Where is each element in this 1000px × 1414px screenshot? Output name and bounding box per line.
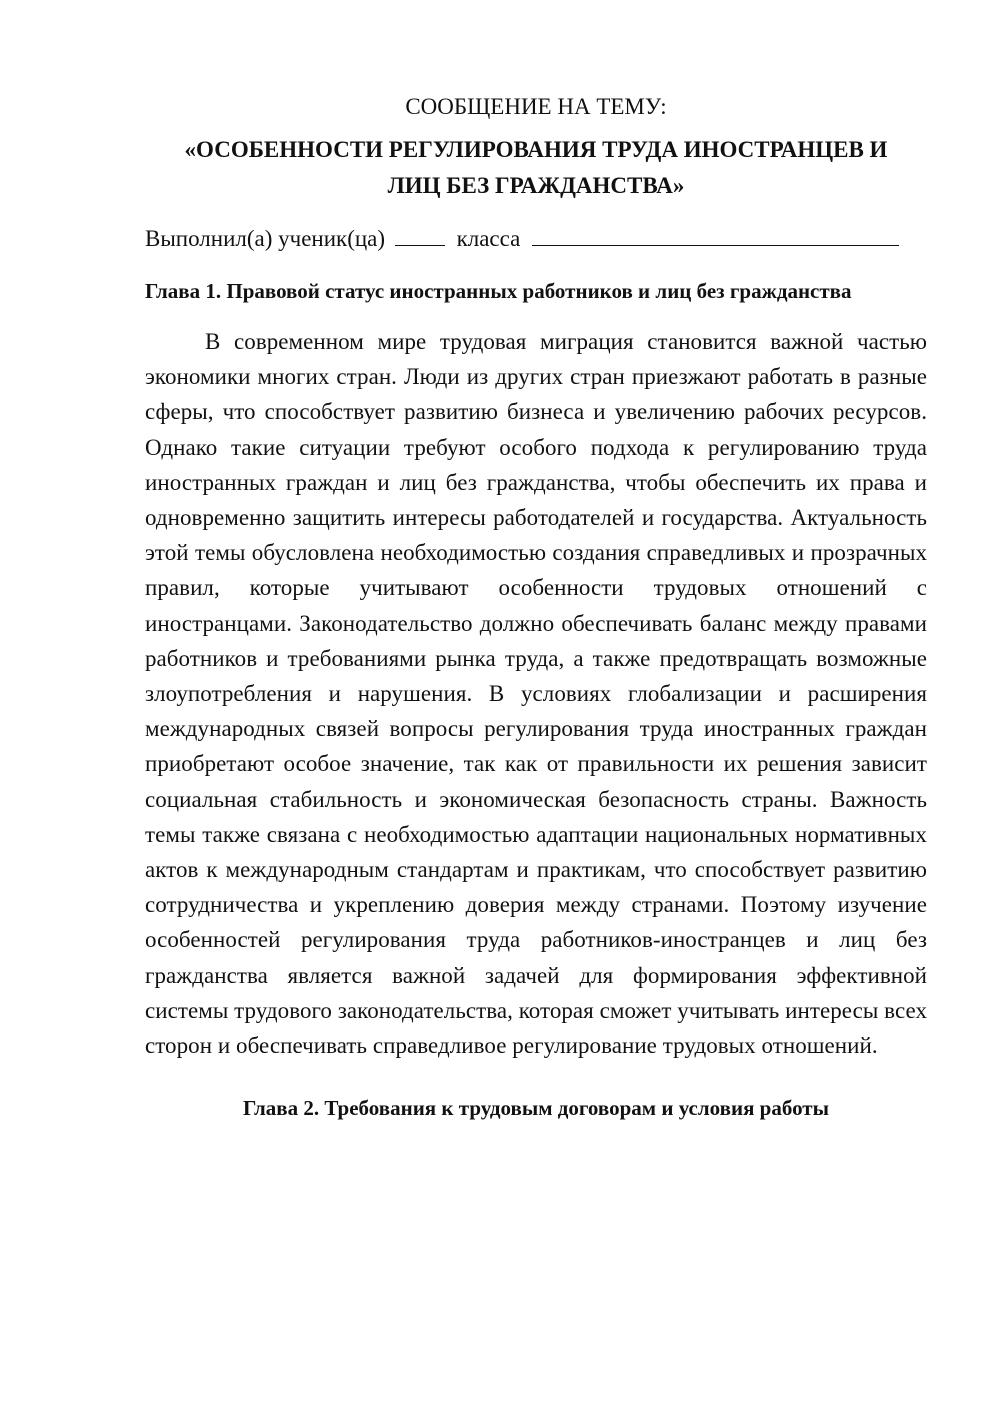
document-title — [145, 132, 927, 204]
document-header: СООБЩЕНИЕ НА ТЕМУ: — [405, 94, 667, 119]
document-page — [145, 92, 927, 1123]
author-prefix: Выполнил(а) ученик(ца) — [145, 226, 386, 251]
chapter-1-heading: Глава 1. Правовой статус иностранных работников и лиц без гражданства — [145, 279, 852, 303]
document-title-line-1: «ОСОБЕННОСТИ РЕГУЛИРОВАНИЯ ТРУДА ИНОСТРАНЦЕВ И — [184, 137, 888, 162]
chapter-2-heading: Глава 2. Требования к трудовым договорам и условия работы — [242, 1096, 830, 1121]
author-line — [145, 224, 927, 254]
author-name-blank — [532, 225, 899, 246]
class-number-blank — [395, 225, 445, 246]
author-class-label: класса — [456, 226, 521, 251]
chapter-1-paragraph: В современном мире трудовая миграция становится важной частью экономики многих стран. Люди из других стран приезжают работать в разные сферы, что способствует развитию бизнеса и увеличению рабочих ресурсов. Однако такие ситуации требуют особого подхода к регулированию труда иностранных граждан и лиц без гражданства, чтобы обеспечить их права и одновременно защитить интересы работодателей и государства. Актуальность этой темы обусловлена необходимостью создания справедливых и прозрачных правил, которые учитывают особенности трудовых отношений с иностранцами. Законодательство должно обеспечивать баланс между правами работников и требованиями рынка труда, а также предотвращать возможные злоупотребления и нарушения. В условиях глобализации и расширения международных связей вопросы регулирования труда иностранных граждан приобретают особое значение, так как от правильности их решения зависит социальная стабильность и экономическая безопасность страны. Важность темы также связана с необходимостью адаптации национальных нормативных актов к международным стандартам и практикам, что способствует развитию сотрудничества и укреплению доверия между странами. Поэтому изучение особенностей регулирования труда работников-иностранцев и лиц без гражданства является важной задачей для формирования эффективной системы трудового законодательства, которая сможет учитывать интересы всех сторон и обеспечивать справедливое регулирование трудовых отношений. — [145, 329, 927, 1059]
document-title-line-2: ЛИЦ БЕЗ ГРАЖДАНСТВА» — [387, 173, 685, 198]
